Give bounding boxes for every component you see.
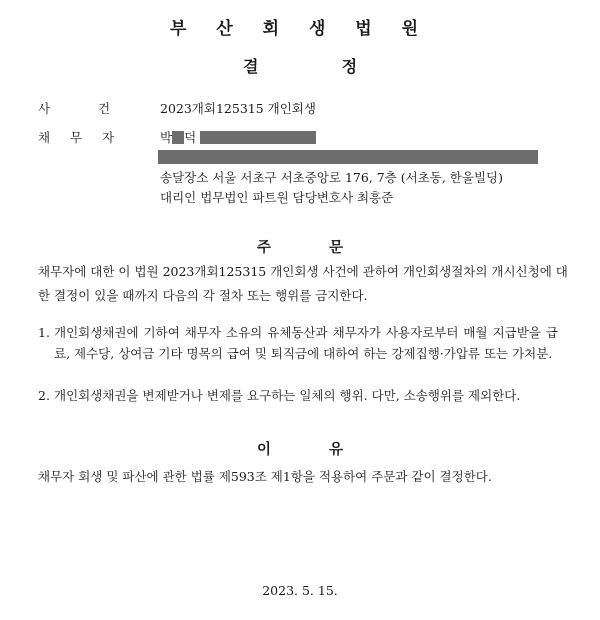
case-label: 사 건 xyxy=(38,101,111,116)
debtor-name-mid: 덕 xyxy=(184,130,197,145)
debtor-name xyxy=(160,128,316,146)
order-intro: 채무자에 대한 이 법원 2023개회125315 개인회생 사건에 관하여 개인회생절차의 개시신청에 대한 결정이 있을 때까지 다음의 각 절차 또는 행위를 금지한다. xyxy=(38,264,568,303)
reason-heading: 이 유 xyxy=(256,442,344,458)
redaction-block-address xyxy=(158,150,538,164)
document-title xyxy=(0,54,600,77)
order-heading: 주 문 xyxy=(256,240,344,256)
order-item-2: 2. 개인회생채권을 변제받거나 변제를 요구하는 일체의 행위. 다만, 소송행위를 제외한다. xyxy=(38,388,521,403)
document-title-left: 결 xyxy=(242,57,259,76)
court-name: 부 산 회 생 법 원 xyxy=(169,19,431,39)
reason-text: 채무자 회생 및 파산에 관한 법률 제593조 제1항을 적용하여 주문과 같이 결정한다. xyxy=(38,469,492,484)
case-value: 2023개회125315 개인회생 xyxy=(160,101,316,116)
debtor-representative: 대리인 법무법인 파트원 담당변호사 최흥준 xyxy=(160,190,394,205)
debtor-label: 채 무 자 xyxy=(38,130,115,145)
redaction-block xyxy=(172,131,184,144)
decision-date: 2023. 5. 15. xyxy=(262,583,338,598)
order-item-1: 1. 개인회생채권에 기하여 채무자 소유의 유체동산과 채무자가 사용자로부터 매월 지급받을 급료, 제수당, 상여금 기타 명목의 급여 및 퇴직금에 대하여 하는 강제집행·가압류 또는 가처분. xyxy=(38,325,558,361)
document-title-right: 정 xyxy=(341,57,358,76)
debtor-service-address: 송달장소 서울 서초구 서초중앙로 176, 7층 (서초동, 한울빌딩) xyxy=(160,170,503,185)
redaction-block xyxy=(200,131,316,144)
debtor-name-prefix: 박 xyxy=(160,130,173,145)
